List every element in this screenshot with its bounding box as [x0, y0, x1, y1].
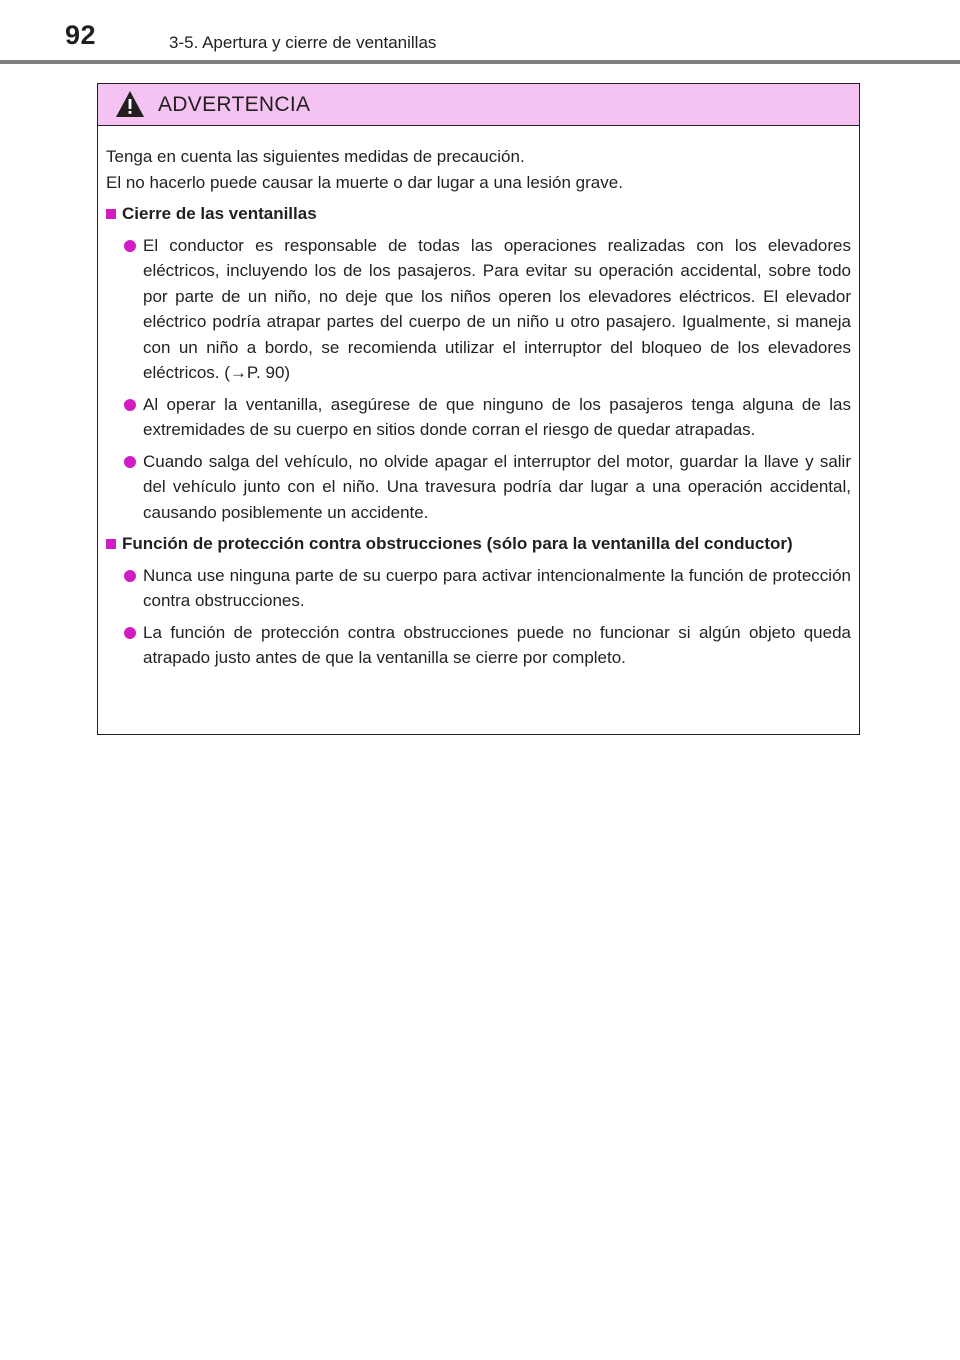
dot-bullet-icon: [124, 240, 136, 252]
warning-body: [98, 126, 859, 671]
section-heading: [106, 201, 851, 227]
page-header: [0, 0, 960, 64]
list-item-text: La función de protección contra obstrucciones puede no funcionar si algún objeto queda atrapado justo antes de que la ventanilla se cierre por completo.: [143, 622, 851, 667]
dot-bullet-icon: [124, 456, 136, 468]
warning-triangle-icon: [115, 90, 145, 118]
warning-header: [98, 84, 859, 126]
list-item-text: Nunca use ninguna parte de su cuerpo para activar intencionalmente la función de protección contra obstrucciones.: [143, 565, 851, 610]
section-heading: [106, 531, 851, 557]
list-item-text: El conductor es responsable de todas las operaciones realizadas con los elevadores eléctricos, incluyendo los de los pasajeros. Para evitar su operación accidental, sobre todo por parte de un niño, no deje que los niños operen los elevadores eléctricos. El elevador eléctrico podría atrapar partes del cuerpo de un niño u otro pasajero. Igualmente, si maneja con un niño a bordo, se recomienda utilizar el interruptor del bloqueo de los elevadores eléctricos. (→P. 90): [143, 235, 851, 382]
list-item: [124, 620, 851, 671]
square-bullet-icon: [106, 209, 116, 219]
intro-line: Tenga en cuenta las siguientes medidas de precaución.: [106, 147, 525, 166]
warning-title: ADVERTENCIA: [158, 93, 311, 116]
section-window-closing: [106, 201, 851, 525]
dot-bullet-icon: [124, 627, 136, 639]
dot-bullet-icon: [124, 570, 136, 582]
header-rule: [0, 60, 960, 64]
intro-line: El no hacerlo puede causar la muerte o dar lugar a una lesión grave.: [106, 172, 623, 192]
page-number: 92: [65, 20, 97, 50]
square-bullet-icon: [106, 539, 116, 549]
list-item: [124, 449, 851, 526]
warning-box: [97, 83, 860, 735]
list-item-text: Al operar la ventanilla, asegúrese de que ninguno de los pasajeros tenga alguna de las extremidades de su cuerpo en sitios donde corran el riesgo de quedar atrapadas.: [143, 394, 851, 439]
section-jam-protection: [106, 531, 851, 671]
dot-bullet-icon: [124, 399, 136, 411]
section-heading-text: Cierre de las ventanillas: [122, 204, 317, 223]
list-item: [124, 233, 851, 386]
section-heading-text: Función de protección contra obstrucciones (sólo para la ventanilla del conductor): [122, 534, 793, 553]
list-item: [124, 563, 851, 614]
list-item-text: Cuando salga del vehículo, no olvide apagar el interruptor del motor, guardar la llave y salir del vehículo junto con el niño. Una travesura podría dar lugar a una operación accidental, causando posiblemente un accidente.: [143, 451, 851, 522]
list-item: [124, 392, 851, 443]
section-title: 3-5. Apertura y cierre de ventanillas: [169, 33, 437, 52]
